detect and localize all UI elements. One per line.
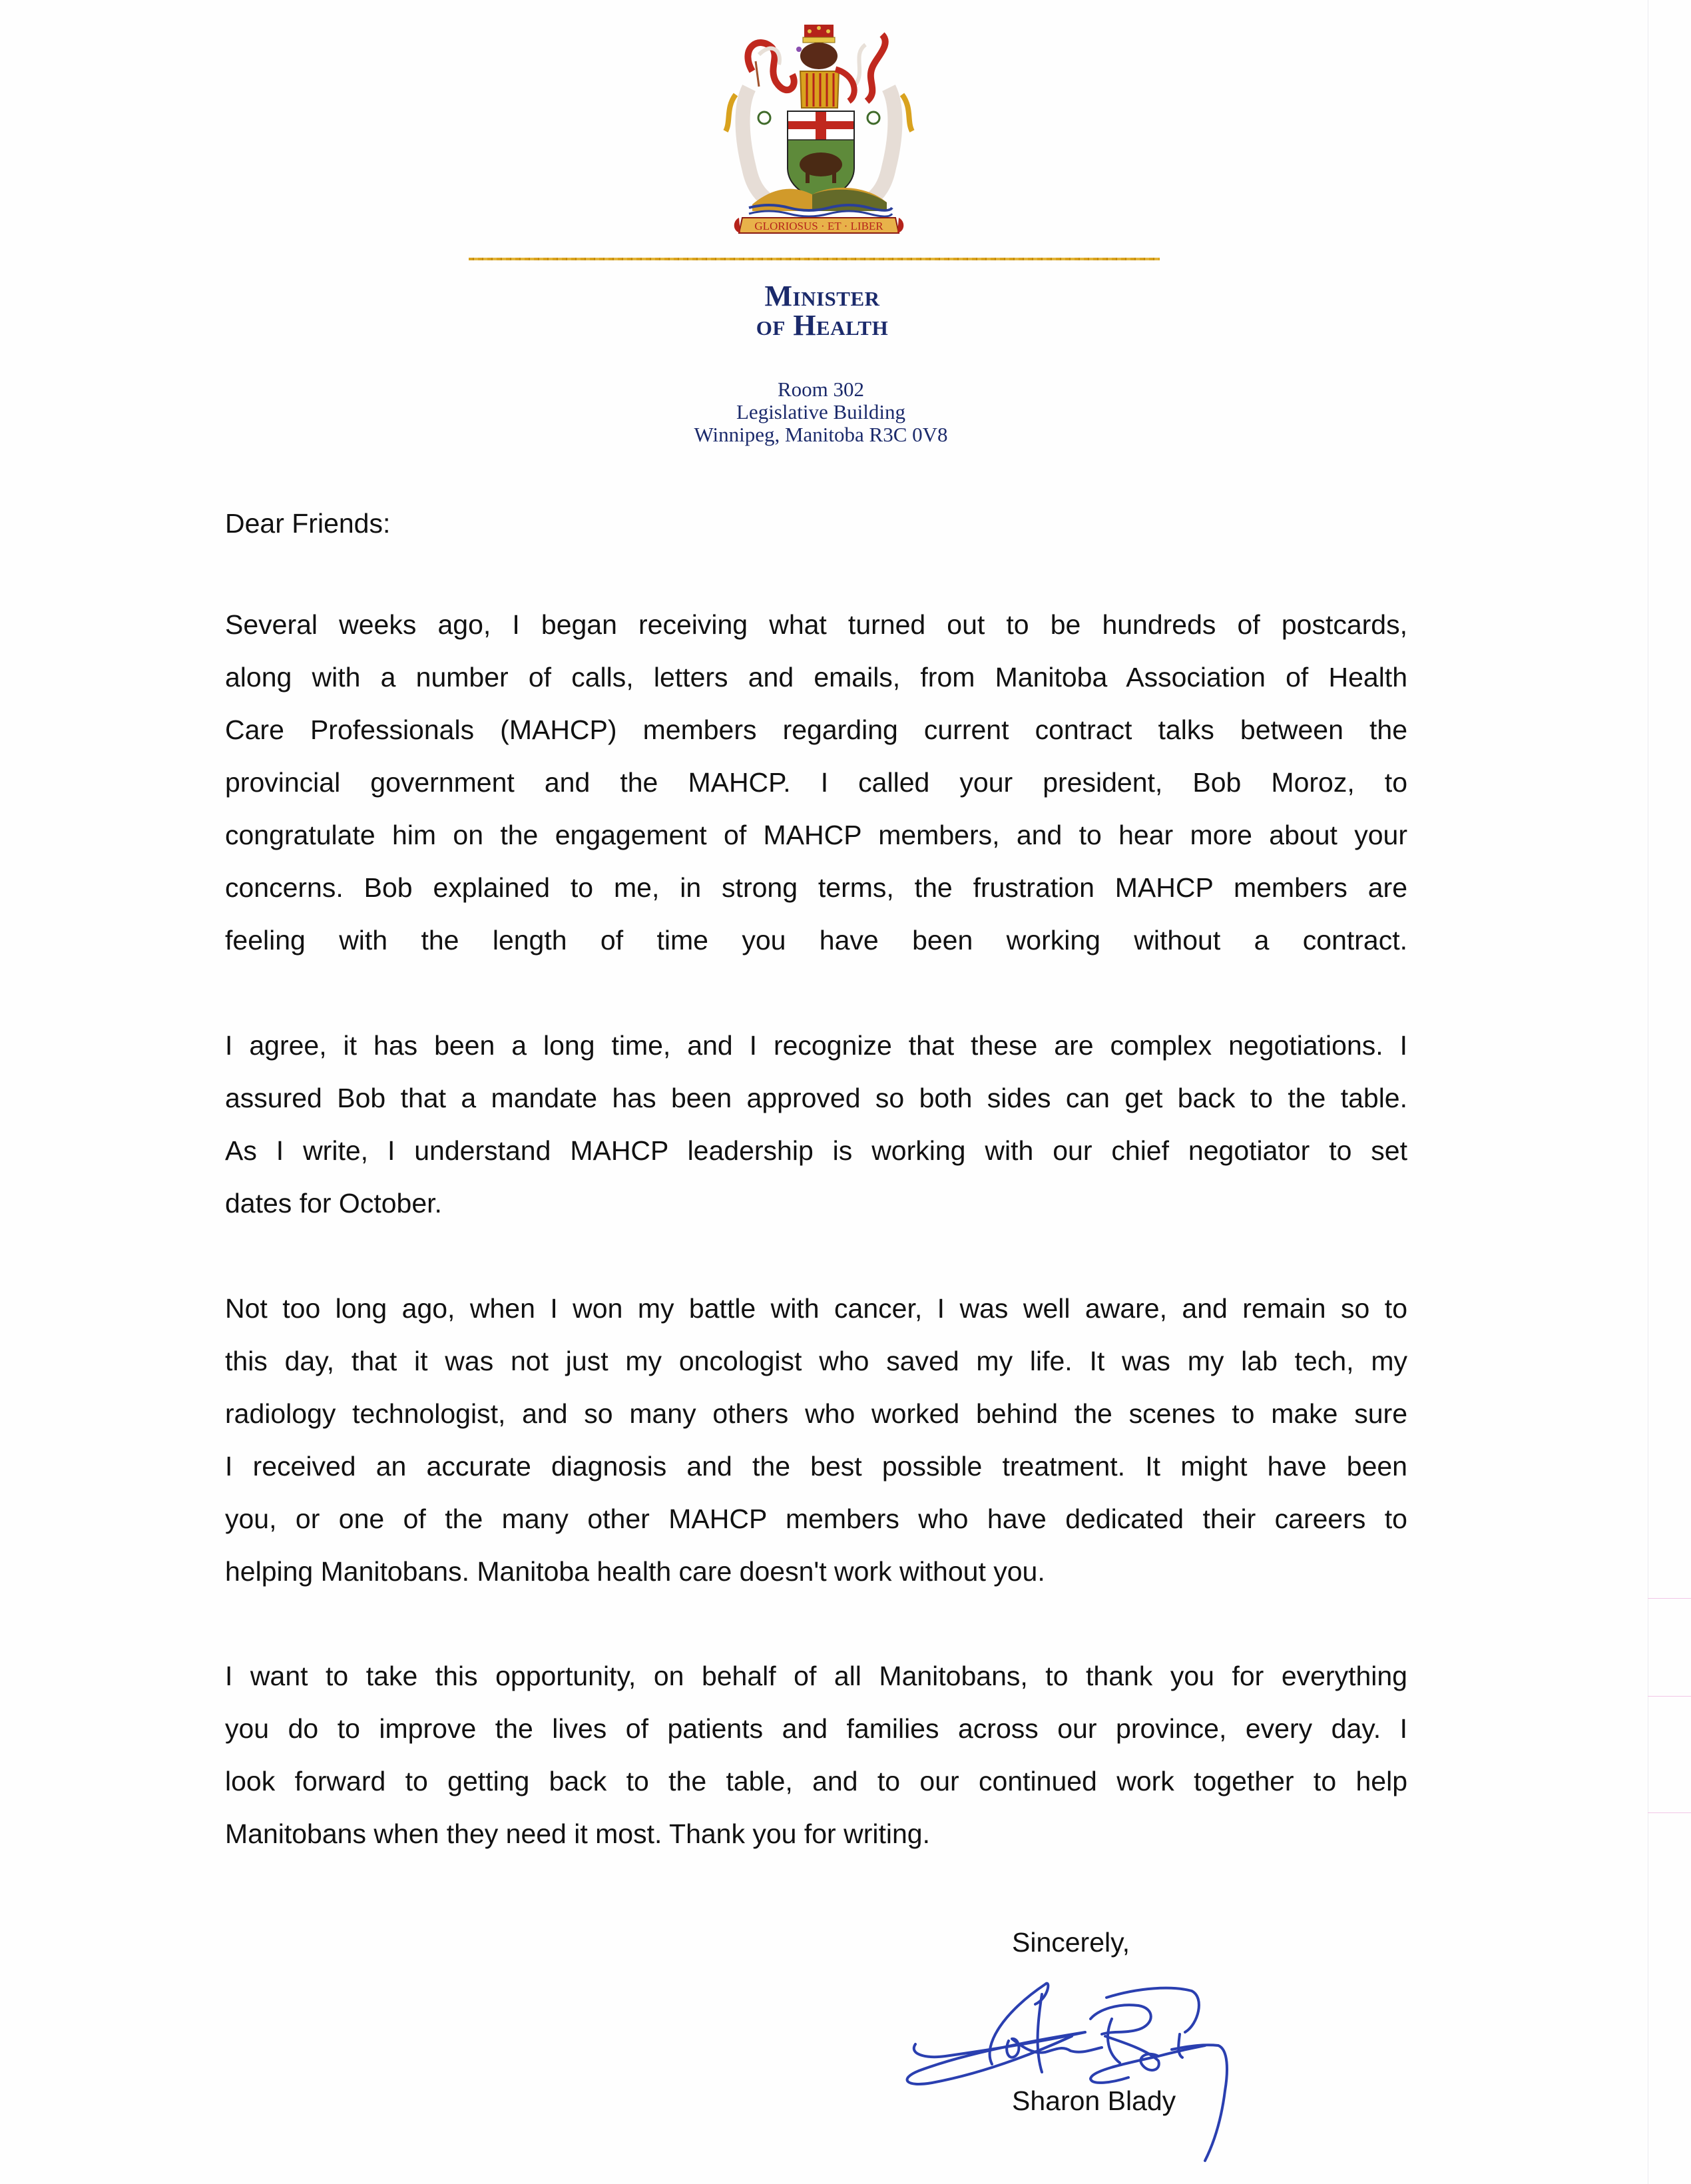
- paragraph-line: this day, that it was not just my oncologist who saved my life. It was my lab tech, my: [225, 1346, 1407, 1376]
- paragraph-line: along with a number of calls, letters and emails, from Manitoba Association of Health: [225, 662, 1407, 692]
- paragraph-line: Several weeks ago, I began receiving what turned out to be hundreds of postcards,: [225, 609, 1407, 640]
- paragraph-line: Care Professionals (MAHCP) members regarding current contract talks between the: [225, 714, 1407, 745]
- address-line-room: Room 302: [777, 378, 865, 401]
- paragraph-line: Not too long ago, when I won my battle with cancer, I was well aware, and remain so to: [225, 1293, 1407, 1324]
- paragraph-4: [225, 1650, 1407, 1860]
- letterhead-title-line-2: of Health: [756, 309, 889, 342]
- paragraph-line: you, or one of the many other MAHCP members who have dedicated their careers to: [225, 1503, 1407, 1534]
- paragraph-line: provincial government and the MAHCP. I called your president, Bob Moroz, to: [225, 767, 1407, 798]
- paragraph-line: I received an accurate diagnosis and the best possible treatment. It might have been: [225, 1451, 1407, 1482]
- address-line-city: Winnipeg, Manitoba R3C 0V8: [694, 423, 948, 446]
- letterhead-title-line-1: Minister: [764, 280, 880, 312]
- paragraph-line: I agree, it has been a long time, and I recognize that these are complex negotiations. I: [225, 1030, 1407, 1061]
- paragraph-line: look forward to getting back to the table, and to our continued work together to help: [225, 1766, 1407, 1796]
- paragraph-2: [225, 1019, 1407, 1230]
- closing: Sincerely,: [1012, 1927, 1130, 1958]
- scan-tick-artifact: [1648, 1598, 1691, 1599]
- scan-tick-artifact: [1648, 1696, 1691, 1697]
- address-line-building: Legislative Building: [736, 400, 905, 423]
- crest-motto: GLORIOSUS · ET · LIBER: [754, 220, 883, 232]
- paragraph-1: [225, 599, 1407, 967]
- paragraph-line: radiology technologist, and so many others who worked behind the scenes to make sure: [225, 1398, 1407, 1429]
- manitoba-coat-of-arms-icon: [712, 8, 925, 234]
- paragraph-line: assured Bob that a mandate has been approved so both sides can get back to the table.: [225, 1083, 1407, 1113]
- paragraph-line: Manitobans when they need it most. Thank you for writing.: [225, 1818, 930, 1849]
- salutation: Dear Friends:: [225, 508, 391, 539]
- paragraph-line: feeling with the length of time you have been working without a contract.: [225, 925, 1407, 956]
- handwritten-signature-icon: [892, 1971, 1305, 2184]
- paragraph-line: dates for October.: [225, 1188, 442, 1219]
- scan-tick-artifact: [1648, 1812, 1691, 1813]
- paragraph-line: helping Manitobans. Manitoba health care doesn't work without you.: [225, 1556, 1045, 1587]
- signer-name: Sharon Blady: [1012, 2085, 1176, 2116]
- paragraph-line: concerns. Bob explained to me, in strong terms, the frustration MAHCP members are: [225, 872, 1407, 903]
- paragraph-line: congratulate him on the engagement of MAHCP members, and to hear more about your: [225, 820, 1407, 850]
- paragraph-line: I want to take this opportunity, on behalf of all Manitobans, to thank you for everything: [225, 1661, 1407, 1691]
- paragraph-line: As I write, I understand MAHCP leadership is working with our chief negotiator to set: [225, 1135, 1407, 1166]
- paragraph-line: you do to improve the lives of patients and families across our province, every day. I: [225, 1713, 1407, 1744]
- paragraph-3: [225, 1282, 1407, 1598]
- gold-divider-rule: [469, 258, 1160, 260]
